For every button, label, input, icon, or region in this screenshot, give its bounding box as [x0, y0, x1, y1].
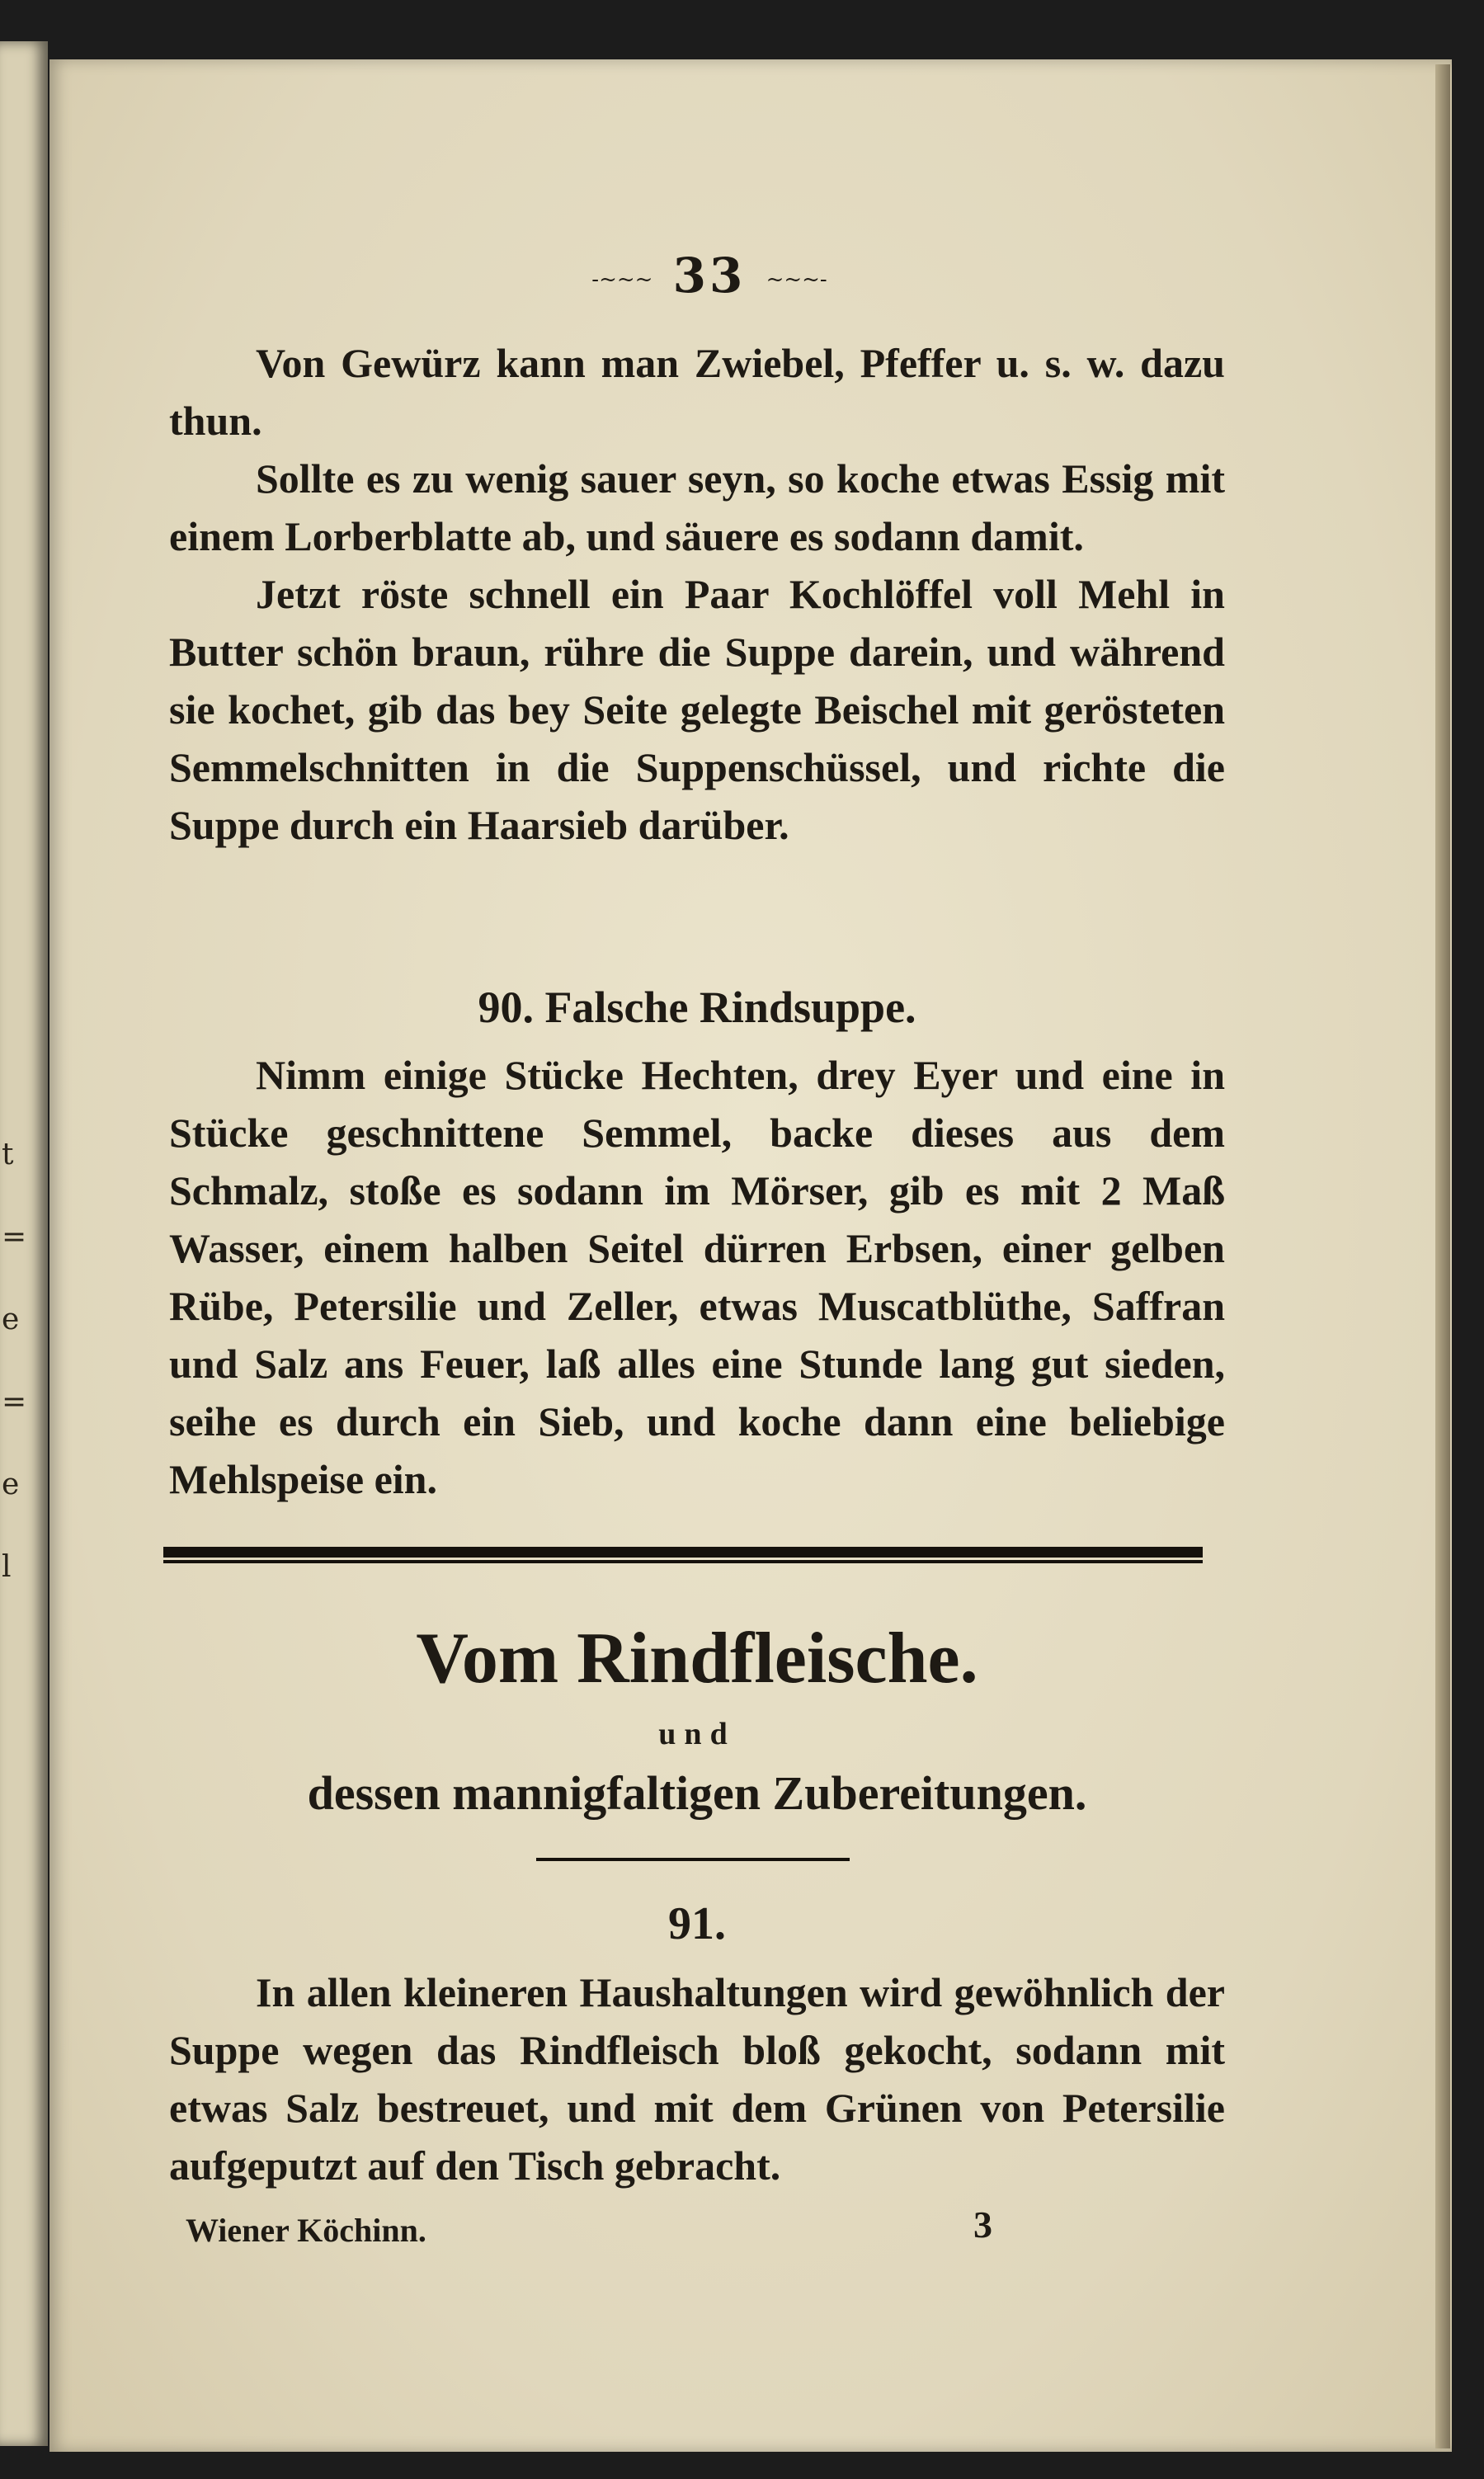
margin-fragment: =: [2, 1220, 27, 1254]
paragraph: Nimm einige Stücke Hechten, drey Eyer und eine in Stücke geschnittene Semmel, backe dieses aus dem Schmalz, stoße es sodann im Mörser, gib es mit 2 Maß Wasser, einem halben Seitel dürren Erbsen, einer gelben Rübe, Petersilie und Zeller, etwas Muscatblüthe, Saffran und Salz ans Feuer, laß alles eine Stunde lang gut sieden, seihe es durch ein Sieb, und koche dann eine beliebige Mehlspeise ein.: [169, 1052, 1225, 1502]
chapter-subtitle: dessen mannigfaltigen Zubereitungen.: [307, 1766, 1087, 1820]
recipe-91-number: 91.: [668, 1898, 726, 1949]
recipe-91-text: [169, 1963, 1225, 2194]
paragraph: Von Gewürz kann man Zwiebel, Pfeffer u. s. w. dazu thun.: [169, 340, 1225, 444]
margin-fragment: t: [2, 1138, 14, 1171]
running-title: Wiener Köchinn.: [186, 2212, 426, 2249]
margin-fragment: =: [2, 1385, 27, 1419]
paragraph: In allen kleineren Haushaltungen wird gewöhnlich der Suppe wegen das Rindfleisch bloß gekocht, sodann mit etwas Salz bestreuet, und mit dem Grünen von Petersilie aufgeputzt auf den Tisch gebracht.: [169, 1969, 1225, 2189]
left-margin-fragments: [2, 1114, 27, 1609]
recipe-90-text: [169, 1046, 1225, 1508]
paragraph: Jetzt röste schnell ein Paar Kochlöffel voll Mehl in Butter schön braun, rühre die Suppe darein, und während sie kochet, gib das bey Seite gelegte Beischel mit gerösteten Semmelschnitten in die Suppenschüssel, und richte die Suppe durch ein Haarsieb darüber.: [169, 571, 1225, 848]
page-number: 33: [672, 247, 747, 304]
signature-mark: 3: [973, 2203, 992, 2246]
left-page-edge: [0, 41, 48, 2446]
header-ornament-right: ~~~-: [766, 267, 827, 292]
intro-text: [169, 334, 1225, 854]
header-ornament-left: -~~~: [591, 267, 653, 292]
margin-fragment: l: [2, 1550, 12, 1584]
page-header: [561, 247, 858, 304]
section-divider-thin: [163, 1560, 1203, 1563]
chapter-connector: und: [658, 1717, 736, 1751]
section-divider-thick: [163, 1547, 1203, 1558]
chapter-title: Vom Rindfleische.: [416, 1619, 978, 1699]
chapter-underline: [536, 1858, 850, 1861]
paragraph: Sollte es zu wenig sauer seyn, so koche etwas Essig mit einem Lorberblatte ab, und säuere es sodann damit.: [169, 455, 1225, 559]
margin-fragment: e: [2, 1468, 20, 1501]
margin-fragment: e: [2, 1303, 20, 1336]
recipe-90-title: 90. Falsche Rindsuppe.: [478, 983, 916, 1032]
page-fore-edge: [1435, 64, 1450, 2448]
